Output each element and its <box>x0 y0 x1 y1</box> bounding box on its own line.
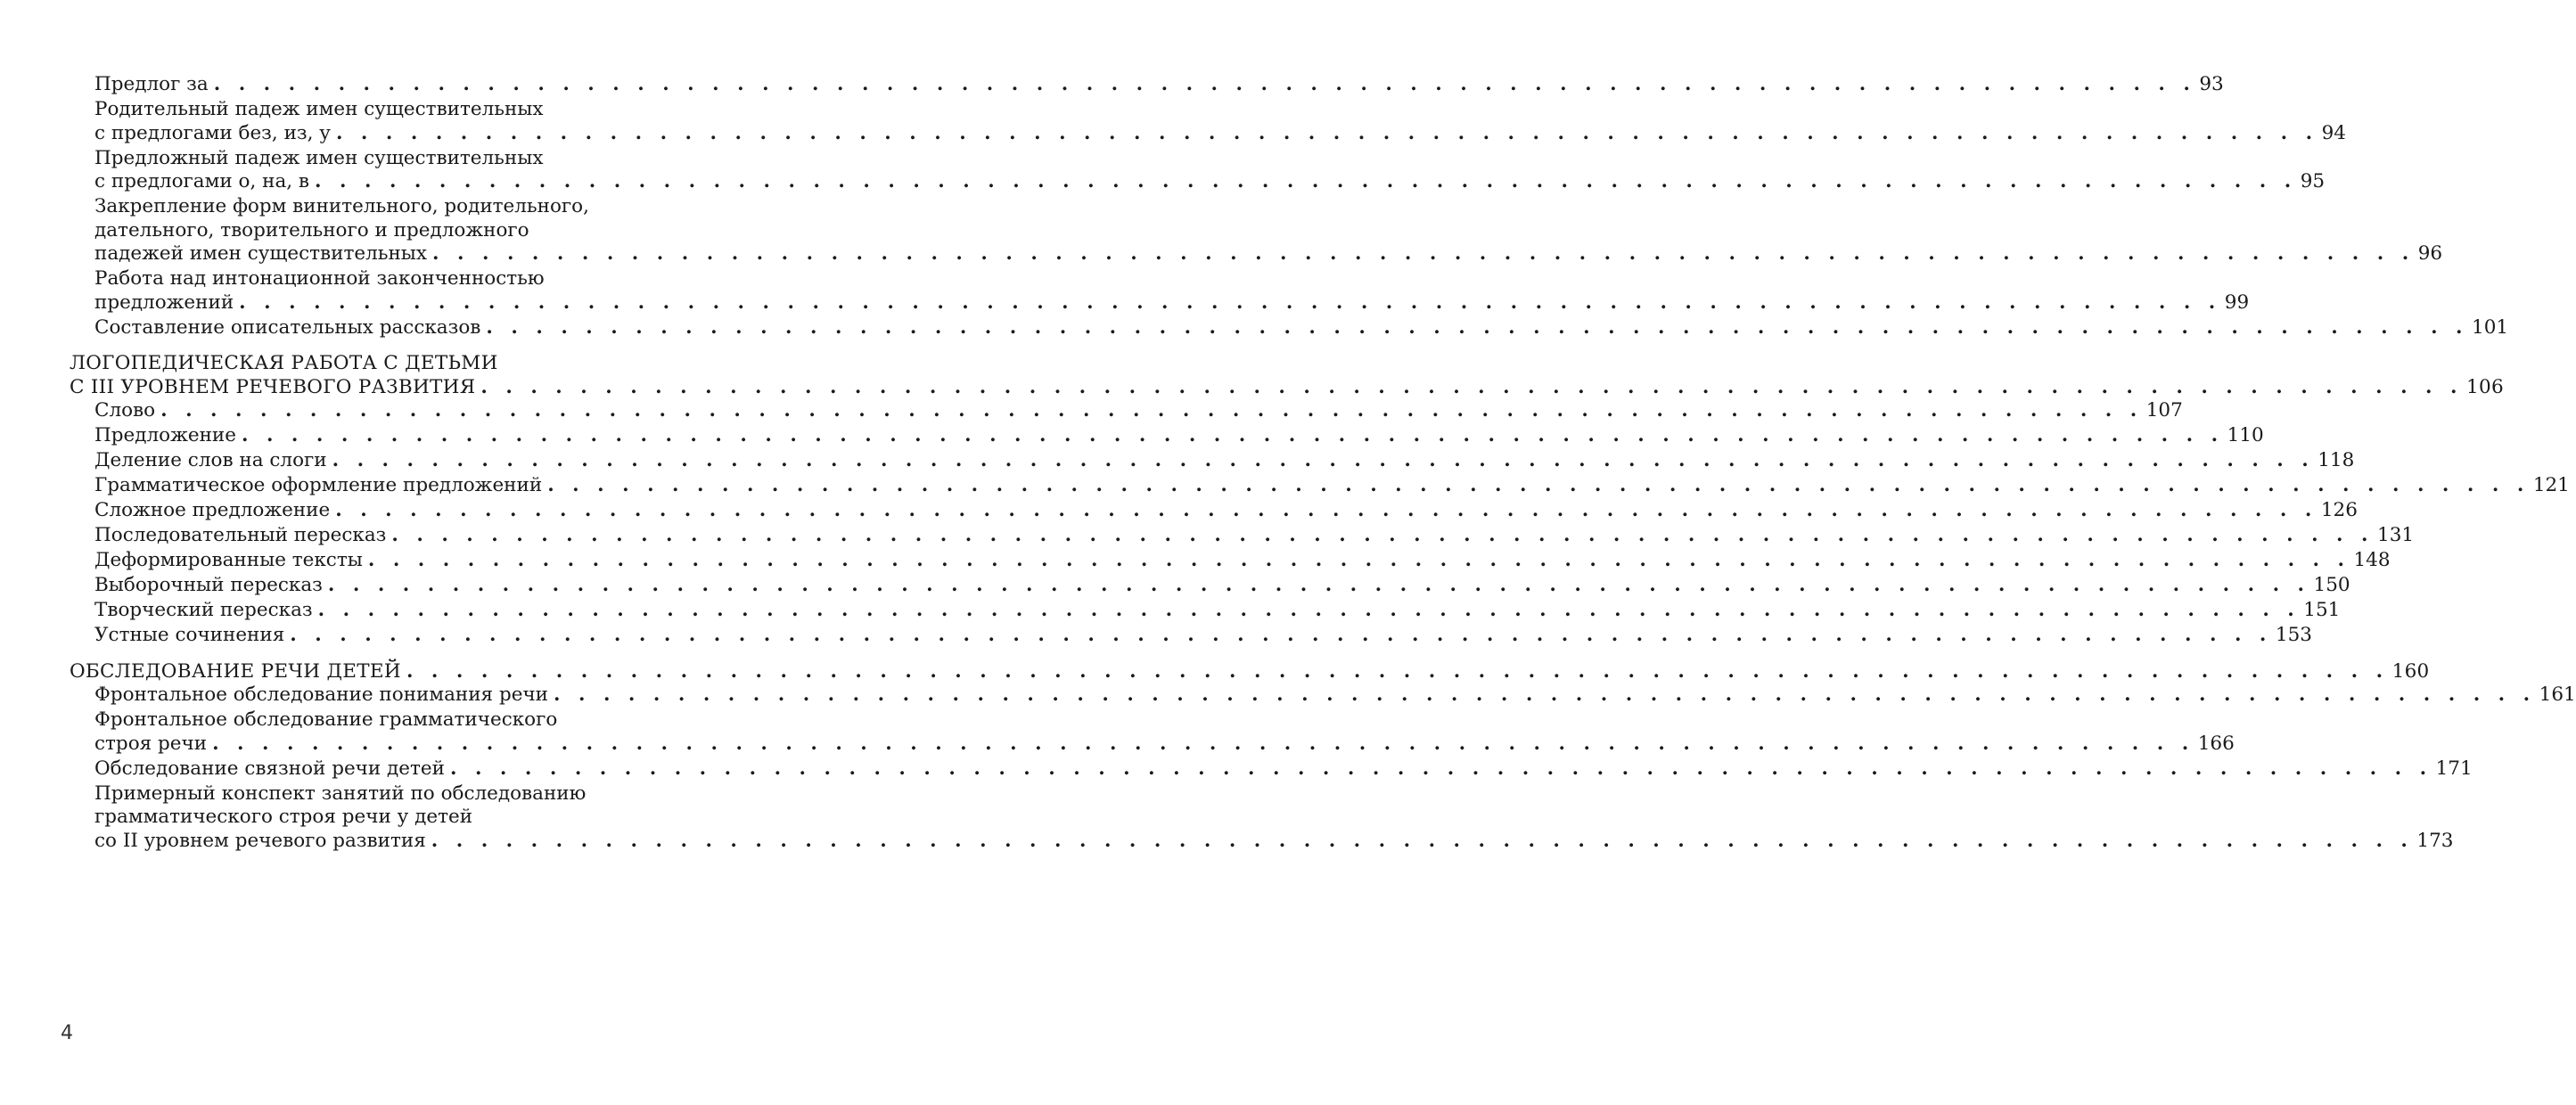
toc-entry-title: Грамматическое оформление предложений <box>94 474 543 496</box>
toc-entry <box>70 267 2250 315</box>
dot-leader: . . . . . . . . . . . . . . . . . . . . . . . . . . . . . . . . . . . . . . . . . . . . . . . . . . . . . . . . . . . . . . . . . . . . . . . . . . . . . . . . <box>486 315 2469 339</box>
dot-leader: . . . . . . . . . . . . . . . . . . . . . . . . . . . . . . . . . . . . . . . . . . . . . . . . . . . . . . . . . . . . . . . . . . . . . . . . . . . . . . . . <box>213 73 2196 95</box>
toc-entry-title: Творческий пересказ <box>94 599 313 621</box>
toc-entry <box>70 449 2355 473</box>
dot-leader: . . . . . . . . . . . . . . . . . . . . . . . . . . . . . . . . . . . . . . . . . . . . . . . . . . . . . . . . . . . . . . . . . . . . . . . . . . . . . . . . <box>449 757 2432 780</box>
toc-entry-title: Сложное предложение <box>94 499 331 521</box>
toc-entry-title: Предлог за <box>94 73 209 95</box>
toc-entry-row <box>94 121 2346 146</box>
table-of-contents <box>70 73 2576 853</box>
toc-entry-row <box>94 683 2576 708</box>
toc-page-number: 93 <box>2199 73 2224 95</box>
toc-entry-title: Деление слов на слоги <box>94 449 327 471</box>
toc-entry-row <box>94 291 2250 315</box>
toc-entry <box>70 708 2235 756</box>
toc-entry-row <box>94 829 2454 854</box>
toc-entry-row <box>94 574 2350 598</box>
toc-entry <box>70 549 2391 573</box>
toc-entry <box>70 524 2415 548</box>
toc-entry-title-line: Предложный падеж имен существительных <box>94 146 544 169</box>
toc-entry-row <box>70 375 2504 400</box>
dot-leader: . . . . . . . . . . . . . . . . . . . . . . . . . . . . . . . . . . . . . . . . . . . . . . . . . . . . . . . . . . . . . . . . . . . . . . . . . . . . . . . . <box>212 732 2195 755</box>
toc-entry <box>70 424 2264 448</box>
toc-entry-title-line: Родительный падеж имен существительных <box>94 98 544 120</box>
toc-page-number: 148 <box>2353 549 2391 571</box>
toc-entry-title: Предложение <box>94 424 236 446</box>
toc-entry <box>70 315 2509 340</box>
toc-section-entry <box>70 352 2504 399</box>
dot-leader: . . . . . . . . . . . . . . . . . . . . . . . . . . . . . . . . . . . . . . . . . . . . . . . . . . . . . . . . . . . . . . . . . . . . . . . . . . . . . . . . <box>547 474 2530 496</box>
toc-page-number: 101 <box>2472 315 2509 339</box>
toc-entry-row <box>94 399 2183 423</box>
dot-leader: . . . . . . . . . . . . . . . . . . . . . . . . . . . . . . . . . . . . . . . . . . . . . . . . . . . . . . . . . . . . . . . . . . . . . . . . . . . . . . . . <box>239 291 2221 314</box>
toc-entry-title-line: грамматического строя речи у детей <box>94 806 473 828</box>
dot-leader: . . . . . . . . . . . . . . . . . . . . . . . . . . . . . . . . . . . . . . . . . . . . . . . . . . . . . . . . . . . . . . . . . . . . . . . . . . . . . . . . <box>327 574 2310 596</box>
toc-entry-row <box>94 449 2355 473</box>
toc-entry-title: Устные сочинения <box>94 624 285 646</box>
toc-entry-title: Последовательный пересказ <box>94 524 387 546</box>
toc-page-number: 131 <box>2377 524 2415 546</box>
toc-page-number: 99 <box>2224 291 2250 314</box>
dot-leader: . . . . . . . . . . . . . . . . . . . . . . . . . . . . . . . . . . . . . . . . . . . . . . . . . . . . . . . . . . . . . . . . . . . . . . . . . . . . . . . . <box>332 449 2315 471</box>
dot-leader: . . . . . . . . . . . . . . . . . . . . . . . . . . . . . . . . . . . . . . . . . . . . . . . . . . . . . . . . . . . . . . . . . . . . . . . . . . . . . . . . <box>241 424 2224 446</box>
toc-entry <box>70 599 2341 623</box>
toc-page-number: 121 <box>2532 474 2570 496</box>
dot-leader: . . . . . . . . . . . . . . . . . . . . . . . . . . . . . . . . . . . . . . . . . . . . . . . . . . . . . . . . . . . . . . . . . . . . . . . . . . . . . . . . <box>432 242 2415 265</box>
toc-page-number: 110 <box>2227 424 2264 446</box>
toc-entry-title: Фронтальное обследование понимания речи <box>94 683 548 706</box>
toc-section-entry <box>70 659 2430 684</box>
toc-entry-title: строя речи <box>94 732 208 755</box>
toc-entry-row <box>94 474 2570 498</box>
toc-entry <box>70 73 2224 97</box>
toc-entry-row <box>94 732 2235 757</box>
toc-page-number: 161 <box>2539 683 2576 706</box>
toc-entry-row <box>94 242 2443 266</box>
dot-leader: . . . . . . . . . . . . . . . . . . . . . . . . . . . . . . . . . . . . . . . . . . . . . . . . . . . . . . . . . . . . . . . . . . . . . . . . . . . . . . . . <box>554 683 2536 706</box>
toc-entry <box>70 624 2312 648</box>
toc-entry-title: с предлогами о, на, в <box>94 170 310 192</box>
toc-entry-title: Слово <box>94 399 156 422</box>
toc-page-number: 150 <box>2313 574 2350 596</box>
toc-entry <box>70 574 2350 598</box>
toc-entry-row <box>94 424 2264 448</box>
toc-entry-row <box>94 757 2473 782</box>
toc-page-number: 151 <box>2303 599 2341 621</box>
toc-entry <box>70 782 2454 854</box>
toc-page-number: 118 <box>2318 449 2355 471</box>
toc-entry-row <box>94 170 2326 194</box>
toc-page-number: 153 <box>2275 624 2312 646</box>
toc-entry-title: Составление описательных рассказов <box>94 315 481 339</box>
dot-leader: . . . . . . . . . . . . . . . . . . . . . . . . . . . . . . . . . . . . . . . . . . . . . . . . . . . . . . . . . . . . . . . . . . . . . . . . . . . . . . . . <box>315 170 2297 192</box>
toc-entry-title: со II уровнем речевого развития <box>94 829 426 852</box>
toc-page-number: 95 <box>2300 170 2326 192</box>
toc-page-number: 107 <box>2145 399 2183 422</box>
dot-leader: . . . . . . . . . . . . . . . . . . . . . . . . . . . . . . . . . . . . . . . . . . . . . . . . . . . . . . . . . . . . . . . . . . . . . . . . . . . . . . . . <box>406 659 2389 683</box>
dot-leader: . . . . . . . . . . . . . . . . . . . . . . . . . . . . . . . . . . . . . . . . . . . . . . . . . . . . . . . . . . . . . . . . . . . . . . . . . . . . . . . . <box>335 499 2318 521</box>
toc-entry-title: падежей имен существительных <box>94 242 428 265</box>
toc-entry <box>70 195 2443 266</box>
dot-leader: . . . . . . . . . . . . . . . . . . . . . . . . . . . . . . . . . . . . . . . . . . . . . . . . . . . . . . . . . . . . . . . . . . . . . . . . . . . . . . . . <box>431 829 2414 852</box>
toc-page-number: 160 <box>2391 659 2430 683</box>
toc-entry <box>70 499 2358 523</box>
toc-entry-row <box>94 624 2312 648</box>
dot-leader: . . . . . . . . . . . . . . . . . . . . . . . . . . . . . . . . . . . . . . . . . . . . . . . . . . . . . . . . . . . . . . . . . . . . . . . . . . . . . . . . <box>290 624 2272 646</box>
toc-entry <box>70 146 2326 194</box>
toc-entry-title-line: Закрепление форм винительного, родительного, <box>94 195 589 217</box>
toc-entry-row <box>94 599 2341 623</box>
toc-entry <box>70 399 2183 423</box>
toc-entry-title: С III УРОВНЕМ РЕЧЕВОГО РАЗВИТИЯ <box>70 375 476 398</box>
toc-entry-title: с предлогами без, из, у <box>94 121 331 144</box>
toc-entry-title-line: ЛОГОПЕДИЧЕСКАЯ РАБОТА С ДЕТЬМИ <box>70 352 498 374</box>
toc-entry <box>70 683 2576 708</box>
toc-entry-title-line: дательного, творительного и предложного <box>94 218 529 241</box>
toc-entry-title: Обследование связной речи детей <box>94 757 445 780</box>
dot-leader: . . . . . . . . . . . . . . . . . . . . . . . . . . . . . . . . . . . . . . . . . . . . . . . . . . . . . . . . . . . . . . . . . . . . . . . . . . . . . . . . <box>317 599 2301 621</box>
toc-page-number: 106 <box>2466 375 2504 398</box>
dot-leader: . . . . . . . . . . . . . . . . . . . . . . . . . . . . . . . . . . . . . . . . . . . . . . . . . . . . . . . . . . . . . . . . . . . . . . . . . . . . . . . . <box>480 375 2464 398</box>
toc-entry-title-line: Фронтальное обследование грамматического <box>94 708 558 731</box>
toc-entry-title-line: Работа над интонационной законченностью <box>94 267 545 290</box>
toc-entry-title: Выборочный пересказ <box>94 574 323 596</box>
toc-page-number: 173 <box>2416 829 2454 852</box>
page-number: 4 <box>61 1022 73 1044</box>
toc-entry-row <box>94 524 2415 548</box>
toc-entry-title: Деформированные тексты <box>94 549 363 571</box>
toc-page-number: 171 <box>2435 757 2473 780</box>
dot-leader: . . . . . . . . . . . . . . . . . . . . . . . . . . . . . . . . . . . . . . . . . . . . . . . . . . . . . . . . . . . . . . . . . . . . . . . . . . . . . . . . <box>160 399 2143 422</box>
toc-entry-title: предложений <box>94 291 234 314</box>
toc-entry-row <box>94 73 2224 97</box>
toc-entry <box>70 474 2570 498</box>
toc-page-number: 96 <box>2417 242 2443 265</box>
toc-page-number: 94 <box>2321 121 2346 144</box>
toc-entry-row <box>94 499 2358 523</box>
dot-leader: . . . . . . . . . . . . . . . . . . . . . . . . . . . . . . . . . . . . . . . . . . . . . . . . . . . . . . . . . . . . . . . . . . . . . . . . . . . . . . . . <box>367 549 2350 571</box>
toc-entry-row <box>94 549 2391 573</box>
toc-entry <box>70 757 2473 782</box>
toc-page-number: 126 <box>2320 499 2358 521</box>
toc-entry-title: ОБСЛЕДОВАНИЕ РЕЧИ ДЕТЕЙ <box>70 659 401 683</box>
toc-entry-title-line: Примерный конспект занятий по обследованию <box>94 782 587 805</box>
dot-leader: . . . . . . . . . . . . . . . . . . . . . . . . . . . . . . . . . . . . . . . . . . . . . . . . . . . . . . . . . . . . . . . . . . . . . . . . . . . . . . . . <box>391 524 2375 546</box>
toc-entry-row <box>70 659 2430 684</box>
dot-leader: . . . . . . . . . . . . . . . . . . . . . . . . . . . . . . . . . . . . . . . . . . . . . . . . . . . . . . . . . . . . . . . . . . . . . . . . . . . . . . . . <box>335 121 2318 144</box>
toc-entry <box>70 98 2346 145</box>
toc-entry-row <box>94 315 2509 340</box>
toc-page-number: 166 <box>2197 732 2235 755</box>
